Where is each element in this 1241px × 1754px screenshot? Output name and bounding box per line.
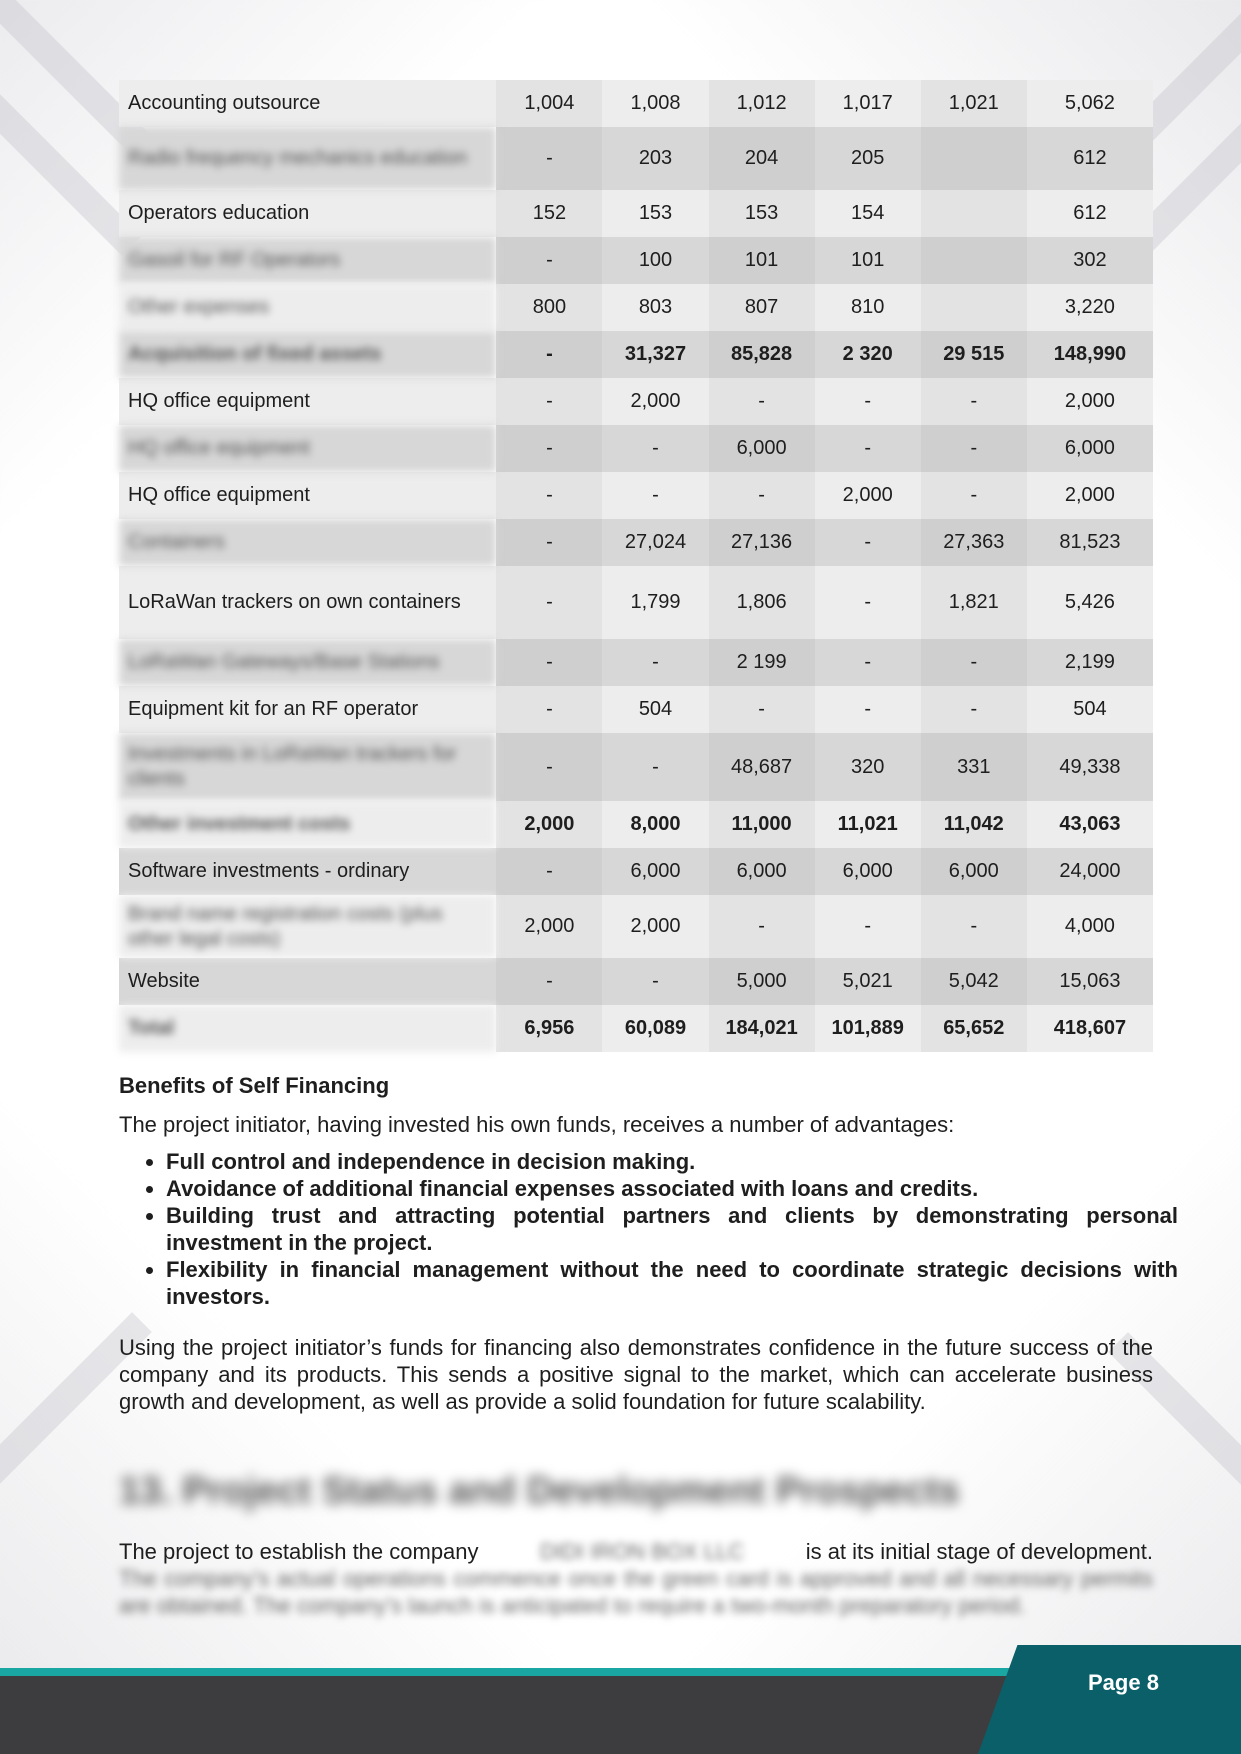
- table-cell: -: [496, 378, 602, 425]
- table-cell: -: [496, 639, 602, 686]
- table-cell: [921, 237, 1027, 284]
- table-cell: -: [921, 639, 1027, 686]
- row-label: Investments in LoRaWan trackers for clients: [119, 733, 496, 801]
- table-cell: 2,000: [496, 895, 602, 958]
- table-cell: 100: [602, 237, 708, 284]
- table-cell: -: [496, 425, 602, 472]
- table-cell: 5,021: [815, 958, 921, 1005]
- table-cell: -: [815, 566, 921, 639]
- row-label: LoRaWan Gateways/Base Stations: [119, 639, 496, 686]
- table-cell: 11,000: [709, 801, 815, 848]
- table-cell: -: [496, 331, 602, 378]
- table-cell: 803: [602, 284, 708, 331]
- table-cell: 2,000: [1027, 472, 1153, 519]
- table-cell: 2 199: [709, 639, 815, 686]
- row-label: Containers: [119, 519, 496, 566]
- table-cell: 6,000: [709, 425, 815, 472]
- table-cell: 5,062: [1027, 80, 1153, 127]
- status-text-rest: The company’s actual operations commence once the green card is approved and all necessary permits are obtained. The company’s launch is anticipated to require a two-month preparatory period.: [119, 1566, 1153, 1618]
- row-label: Operators education: [119, 190, 496, 237]
- benefits-heading: Benefits of Self Financing: [119, 1073, 390, 1098]
- table-row: [119, 472, 1153, 519]
- table-cell: 6,000: [921, 848, 1027, 895]
- table-cell: [921, 284, 1027, 331]
- table-cell: 3,220: [1027, 284, 1153, 331]
- table-cell: 49,338: [1027, 733, 1153, 801]
- table-cell: -: [921, 895, 1027, 958]
- table-cell: -: [815, 639, 921, 686]
- table-cell: -: [709, 686, 815, 733]
- table-cell: 205: [815, 127, 921, 190]
- section-heading: 13. Project Status and Development Prospects: [119, 1470, 960, 1512]
- table-cell: 5,426: [1027, 566, 1153, 639]
- table-cell: 8,000: [602, 801, 708, 848]
- benefits-paragraph: Using the project initiator’s funds for financing also demonstrates confidence in the future success of the company and its products. This sends a positive signal to the market, which can accelerate business growth and development, as well as provide a solid foundation for future scalability.: [119, 1335, 1153, 1414]
- table-row: [119, 80, 1153, 127]
- table-cell: 1,799: [602, 566, 708, 639]
- table-row: [119, 639, 1153, 686]
- table-row: [119, 686, 1153, 733]
- row-label: Gasoil for RF Operators: [119, 237, 496, 284]
- table-cell: 24,000: [1027, 848, 1153, 895]
- financial-table: [119, 80, 1153, 1052]
- table-cell: 48,687: [709, 733, 815, 801]
- table-row: [119, 519, 1153, 566]
- table-cell: 612: [1027, 190, 1153, 237]
- table-row: [119, 566, 1153, 639]
- list-item: • Avoidance of additional financial expenses associated with loans and credits.: [166, 1175, 1178, 1202]
- benefits-intro: The project initiator, having invested his own funds, receives a number of advantages:: [119, 1112, 955, 1137]
- table-cell: -: [921, 425, 1027, 472]
- table-cell: 4,000: [1027, 895, 1153, 958]
- table-cell: -: [496, 958, 602, 1005]
- table-cell: 31,327: [602, 331, 708, 378]
- table-row: [119, 1005, 1153, 1052]
- table-cell: 65,652: [921, 1005, 1027, 1052]
- table-cell: 504: [1027, 686, 1153, 733]
- table-cell: -: [496, 733, 602, 801]
- page-badge: [978, 1645, 1241, 1754]
- table-cell: 331: [921, 733, 1027, 801]
- table-cell: 11,042: [921, 801, 1027, 848]
- table-cell: 2,000: [602, 895, 708, 958]
- table-cell: 29 515: [921, 331, 1027, 378]
- table-cell: -: [815, 686, 921, 733]
- table-cell: 6,000: [602, 848, 708, 895]
- table-row: [119, 284, 1153, 331]
- table-cell: -: [496, 237, 602, 284]
- table-cell: 43,063: [1027, 801, 1153, 848]
- table-cell: 1,021: [921, 80, 1027, 127]
- table-cell: 2,000: [815, 472, 921, 519]
- status-text-after: is at its initial stage of development.: [805, 1539, 1153, 1564]
- row-label: HQ office equipment: [119, 425, 496, 472]
- table-cell: -: [496, 686, 602, 733]
- row-label: Brand name registration costs (plus other legal costs): [119, 895, 496, 958]
- table-row: [119, 958, 1153, 1005]
- row-label: Accounting outsource: [119, 80, 496, 127]
- table-cell: 27,024: [602, 519, 708, 566]
- list-item: • Flexibility in financial management without the need to coordinate strategic decisions with investors.: [166, 1256, 1178, 1310]
- table-row: [119, 237, 1153, 284]
- row-label: Other investment costs: [119, 801, 496, 848]
- table-cell: 1,017: [815, 80, 921, 127]
- table-row: [119, 378, 1153, 425]
- table-cell: 6,000: [709, 848, 815, 895]
- table-cell: 153: [709, 190, 815, 237]
- table-cell: 612: [1027, 127, 1153, 190]
- table-row: [119, 848, 1153, 895]
- row-label: HQ office equipment: [119, 378, 496, 425]
- row-label: Website: [119, 958, 496, 1005]
- list-item: • Full control and independence in decision making.: [166, 1148, 1178, 1175]
- table-cell: 302: [1027, 237, 1153, 284]
- table-cell: 154: [815, 190, 921, 237]
- table-cell: -: [496, 519, 602, 566]
- table-cell: 800: [496, 284, 602, 331]
- table-cell: -: [815, 425, 921, 472]
- table-cell: 15,063: [1027, 958, 1153, 1005]
- table-cell: -: [602, 639, 708, 686]
- table-cell: 101: [709, 237, 815, 284]
- table-cell: 320: [815, 733, 921, 801]
- table-cell: [921, 127, 1027, 190]
- table-cell: -: [709, 472, 815, 519]
- table-cell: 6,000: [1027, 425, 1153, 472]
- row-label: HQ office equipment: [119, 472, 496, 519]
- table-cell: 204: [709, 127, 815, 190]
- table-cell: -: [921, 472, 1027, 519]
- table-cell: -: [709, 378, 815, 425]
- table-row: [119, 801, 1153, 848]
- table-cell: 184,021: [709, 1005, 815, 1052]
- page-number: Page 8: [1088, 1670, 1159, 1695]
- table-cell: 5,000: [709, 958, 815, 1005]
- table-cell: -: [496, 472, 602, 519]
- table-row: [119, 331, 1153, 378]
- table-cell: -: [602, 958, 708, 1005]
- table-cell: 6,956: [496, 1005, 602, 1052]
- table-cell: 1,004: [496, 80, 602, 127]
- table-cell: 11,021: [815, 801, 921, 848]
- table-cell: 1,012: [709, 80, 815, 127]
- row-label: Acquisition of fixed assets: [119, 331, 496, 378]
- table-cell: 101,889: [815, 1005, 921, 1052]
- row-label: Other expenses: [119, 284, 496, 331]
- table-cell: -: [921, 378, 1027, 425]
- table-cell: 418,607: [1027, 1005, 1153, 1052]
- status-paragraph: [119, 1538, 1153, 1619]
- table-cell: -: [496, 566, 602, 639]
- table-cell: 2,000: [1027, 378, 1153, 425]
- table-cell: 504: [602, 686, 708, 733]
- row-label: Radio frequency mechanics education: [119, 127, 496, 190]
- table-row: [119, 127, 1153, 190]
- row-label: Equipment kit for an RF operator: [119, 686, 496, 733]
- table-cell: 807: [709, 284, 815, 331]
- table-cell: 810: [815, 284, 921, 331]
- table-cell: [921, 190, 1027, 237]
- row-label: Total: [119, 1005, 496, 1052]
- table-cell: -: [602, 733, 708, 801]
- table-cell: 1,821: [921, 566, 1027, 639]
- table-row: [119, 733, 1153, 801]
- table-cell: 152: [496, 190, 602, 237]
- row-label: LoRaWan trackers on own containers: [119, 566, 496, 639]
- table-cell: 148,990: [1027, 331, 1153, 378]
- table-cell: 5,042: [921, 958, 1027, 1005]
- table-cell: -: [709, 895, 815, 958]
- table-cell: 27,363: [921, 519, 1027, 566]
- table-row: [119, 190, 1153, 237]
- table-cell: 85,828: [709, 331, 815, 378]
- table-cell: -: [496, 127, 602, 190]
- table-cell: 101: [815, 237, 921, 284]
- table-cell: 2,199: [1027, 639, 1153, 686]
- table-cell: 1,008: [602, 80, 708, 127]
- table-cell: -: [815, 519, 921, 566]
- benefits-list: [141, 1148, 1178, 1310]
- table-row: [119, 895, 1153, 958]
- table-cell: 81,523: [1027, 519, 1153, 566]
- table-cell: -: [815, 378, 921, 425]
- table-cell: 2,000: [496, 801, 602, 848]
- table-cell: 27,136: [709, 519, 815, 566]
- table-cell: 2 320: [815, 331, 921, 378]
- list-item: • Building trust and attracting potential partners and clients by demonstrating personal investment in the project.: [166, 1202, 1178, 1256]
- table-cell: -: [815, 895, 921, 958]
- table-cell: 203: [602, 127, 708, 190]
- table-cell: 153: [602, 190, 708, 237]
- table-cell: 2,000: [602, 378, 708, 425]
- table-cell: -: [602, 425, 708, 472]
- row-label: Software investments - ordinary: [119, 848, 496, 895]
- company-name: DIDI IRON BOX LLC: [540, 1539, 745, 1564]
- table-cell: -: [496, 848, 602, 895]
- table-cell: 60,089: [602, 1005, 708, 1052]
- table-cell: 1,806: [709, 566, 815, 639]
- table-cell: -: [602, 472, 708, 519]
- table-cell: -: [921, 686, 1027, 733]
- status-text-before: The project to establish the company: [119, 1539, 479, 1564]
- table-cell: 6,000: [815, 848, 921, 895]
- table-row: [119, 425, 1153, 472]
